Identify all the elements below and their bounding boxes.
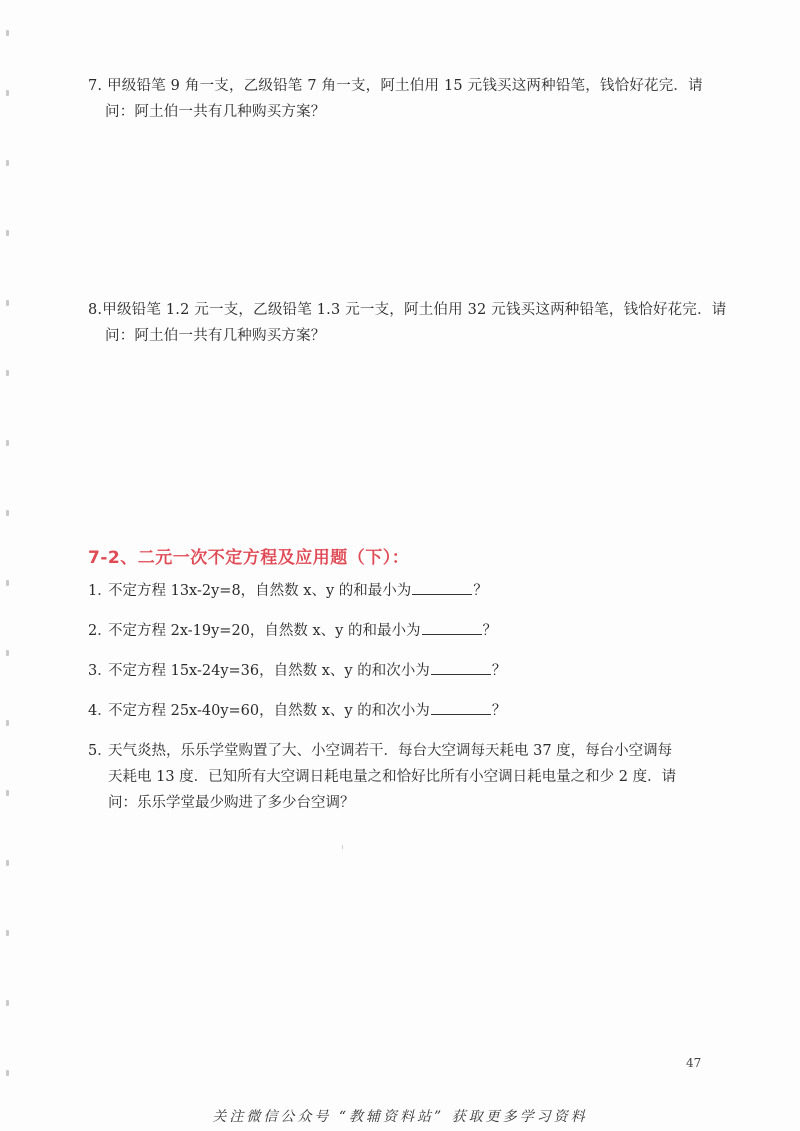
section-title: 7-2、二元一次不定方程及应用题（下）： (88, 548, 410, 568)
binding-hole-marks (6, 30, 12, 1090)
question-2 (88, 618, 497, 644)
question-4-suffix: ？ (491, 703, 507, 719)
footer-watermark-note: 关注微信公众号 “教辅资料站” 获取更多学习资料 (212, 1109, 588, 1125)
question-3-answer-blank[interactable] (431, 658, 491, 675)
question-4-answer-blank[interactable] (431, 698, 491, 715)
question-2-text: 不定方程 2x-19y=20，自然数 x、y 的和最小为 (108, 623, 421, 639)
question-1-suffix: ？ (473, 583, 488, 599)
question-2-index: 2． (88, 623, 112, 639)
problem-7-line-2: 问：阿土伯一共有几种购买方案？ (105, 104, 326, 120)
question-4-text: 不定方程 25x-40y=60，自然数 x、y 的和次小为 (108, 703, 430, 719)
page-number: 47 (686, 1056, 702, 1070)
question-1-index: 1． (88, 583, 112, 599)
question-3-text: 不定方程 15x-24y=36，自然数 x、y 的和次小为 (108, 663, 430, 679)
question-4-index: 4． (88, 703, 112, 719)
problem-8 (88, 297, 728, 349)
question-2-answer-blank[interactable] (422, 618, 482, 635)
question-4 (88, 698, 506, 724)
problem-7-text-1: 甲级铅笔 9 角一支，乙级铅笔 7 角一支，阿土伯用 15 元钱买这两种铅笔，钱恰好花完．请 (107, 78, 703, 94)
question-3-index: 3． (88, 663, 112, 679)
question-2-suffix: ？ (482, 623, 497, 639)
question-1 (88, 578, 488, 604)
problem-8-line-1 (88, 297, 728, 323)
problem-7 (88, 73, 728, 125)
scan-speck (342, 845, 343, 849)
question-5-line-3: 问：乐乐学堂最少购进了多少台空调？ (108, 795, 355, 811)
problem-7-number: 7. (88, 78, 103, 94)
question-5-index: 5． (88, 743, 112, 759)
question-1-text: 不定方程 13x-2y=8，自然数 x、y 的和最小为 (108, 583, 412, 599)
problem-8-line-2: 问：阿土伯一共有几种购买方案？ (105, 328, 326, 344)
question-3 (88, 658, 506, 684)
question-5-line-2: 天耗电 13 度．已知所有大空调日耗电量之和恰好比所有小空调日耗电量之和少 2 度．请 (108, 769, 677, 785)
question-5-text-1: 天气炎热，乐乐学堂购置了大、小空调若干．每台大空调每天耗电 37 度，每台小空调每 (108, 743, 673, 759)
problem-8-text-1: 甲级铅笔 1.2 元一支，乙级铅笔 1.3 元一支，阿土伯用 32 元钱买这两种铅笔，钱恰好花完．请 (102, 302, 727, 318)
question-5-line-1 (88, 738, 728, 764)
problem-7-line-1 (88, 73, 728, 99)
problem-8-number: 8. (88, 302, 103, 318)
question-1-answer-blank[interactable] (412, 578, 472, 595)
question-3-suffix: ？ (491, 663, 507, 679)
question-5 (88, 738, 728, 816)
